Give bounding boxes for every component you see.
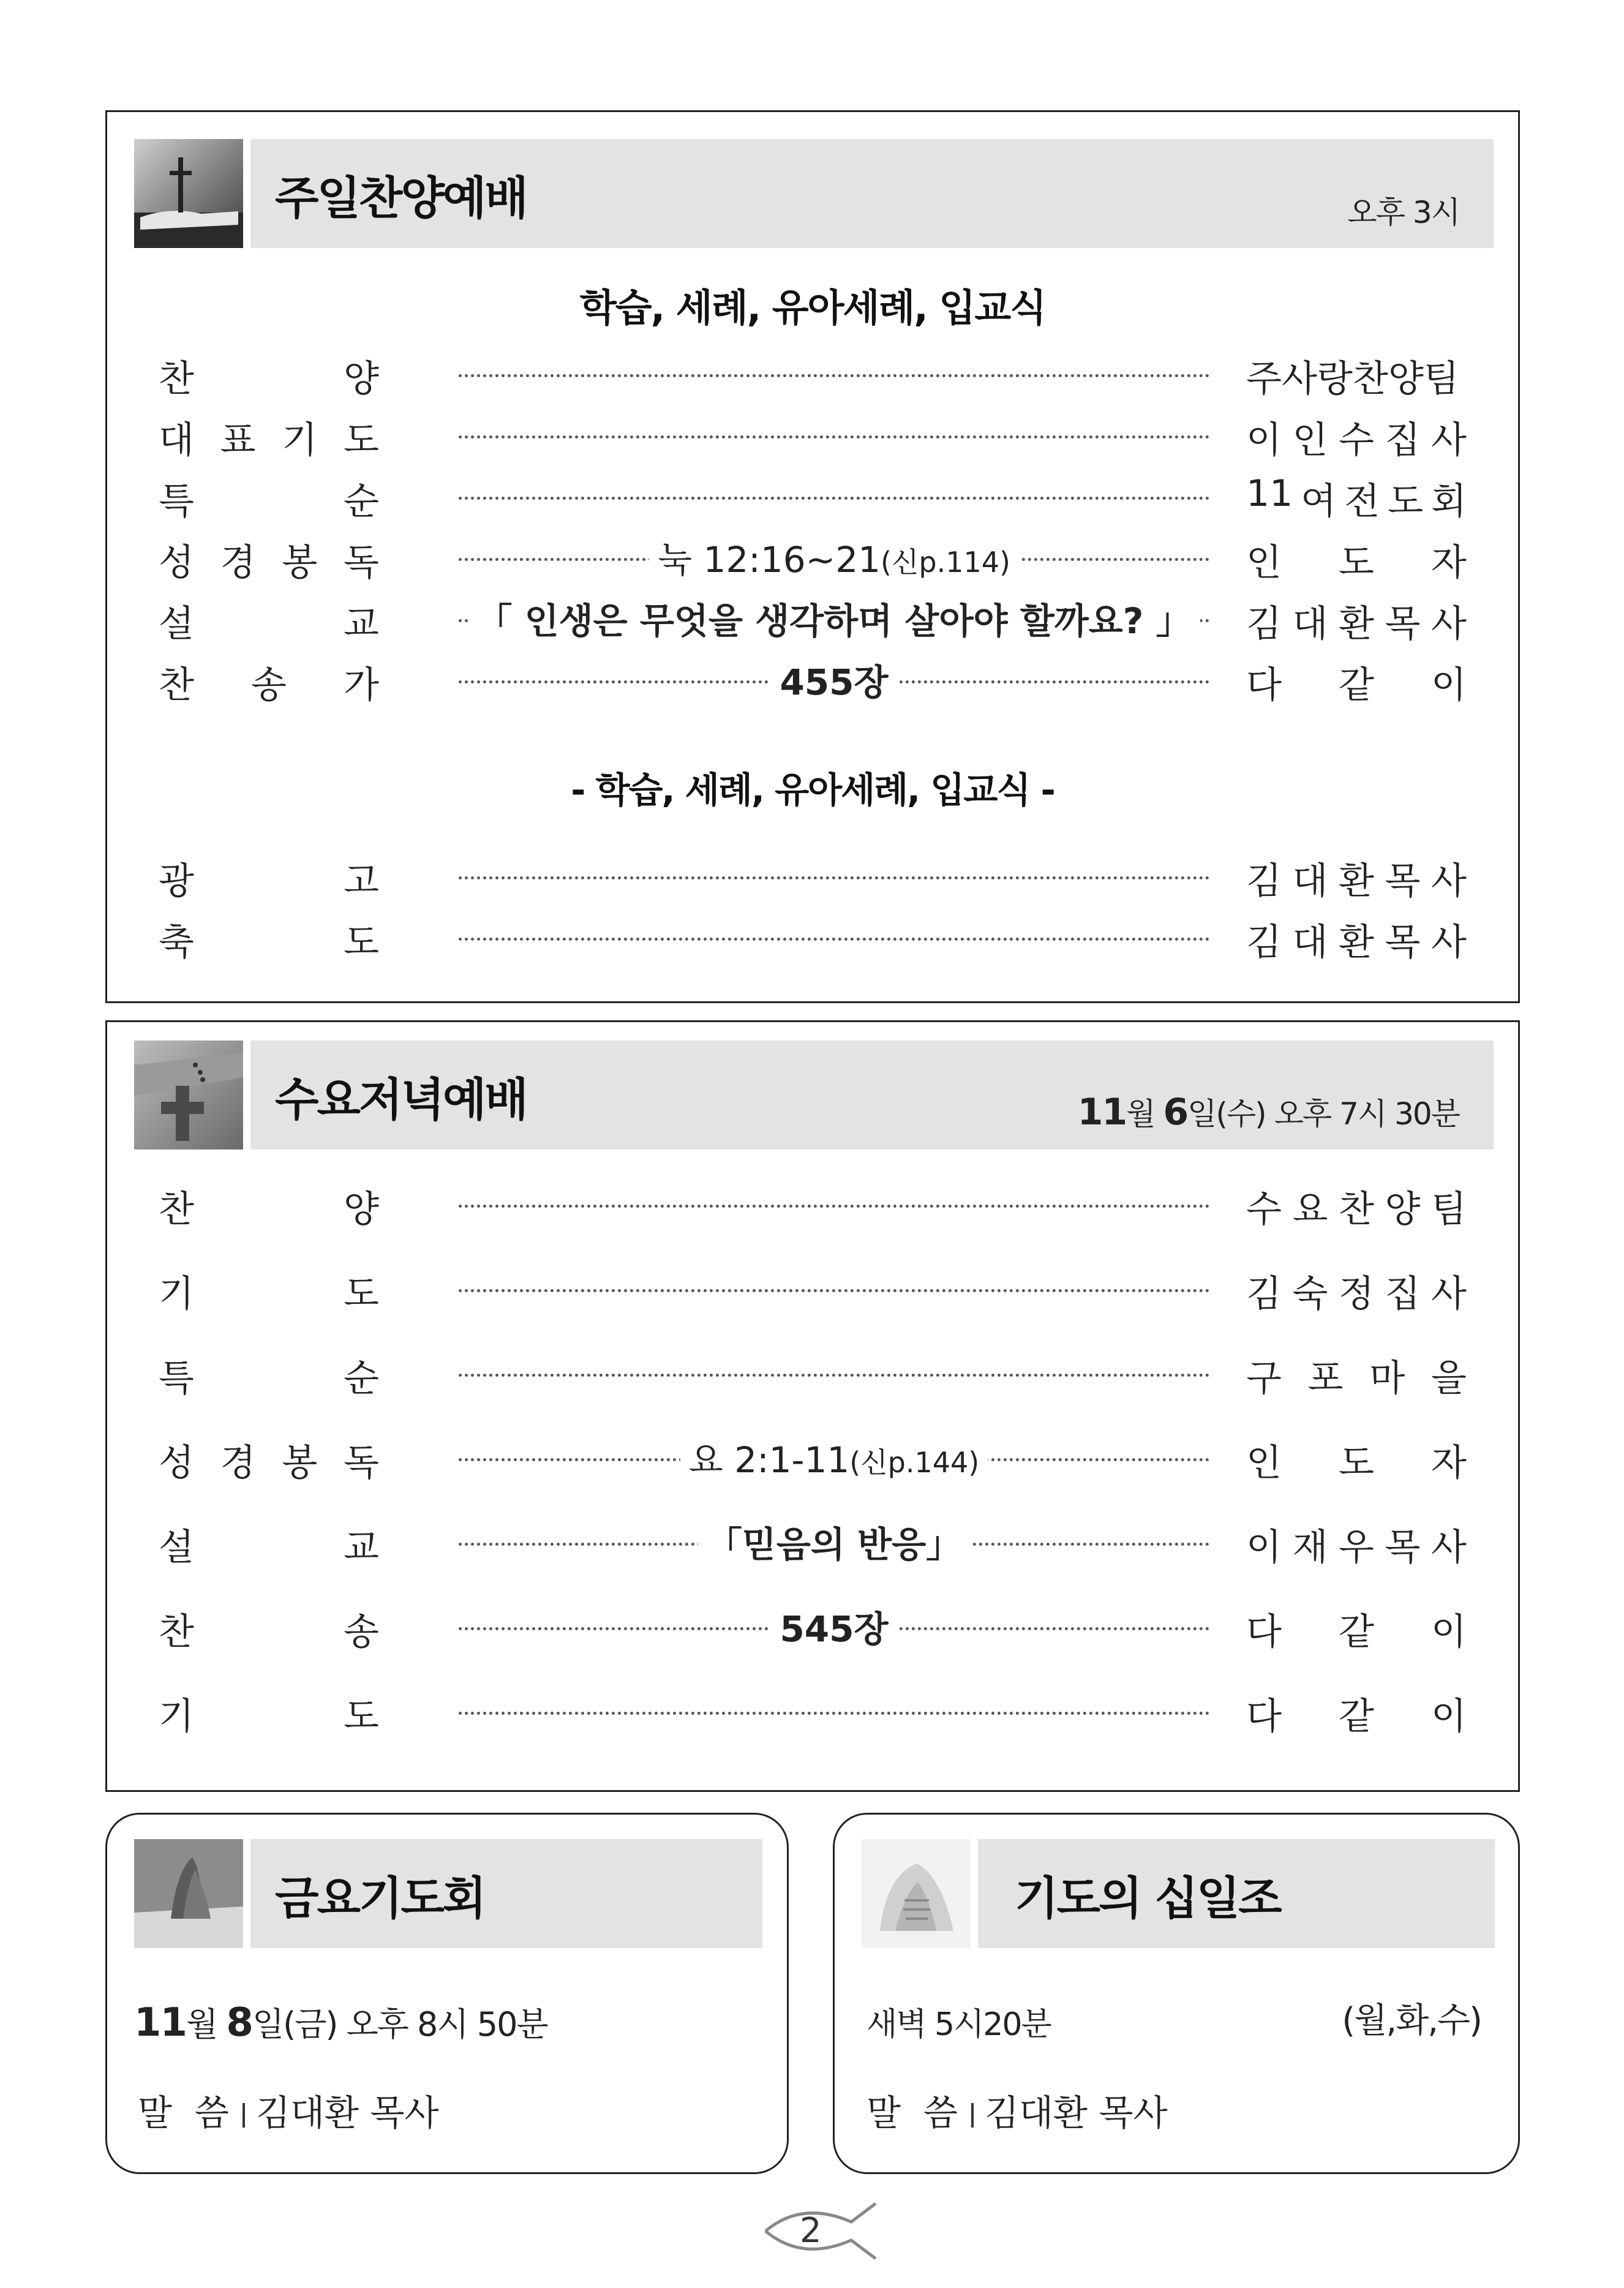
program-person-char: 이	[1246, 1526, 1282, 1569]
program-label-char: 송	[344, 1611, 379, 1654]
program-label-char: 찬	[159, 358, 194, 401]
divider	[242, 2103, 245, 2128]
program-label-char: 봉	[282, 541, 318, 584]
program-label-char: 성	[159, 1442, 194, 1485]
program-label-char: 경	[220, 541, 256, 584]
program-person	[1246, 1265, 1467, 1317]
program-person	[1246, 1687, 1467, 1740]
program-person	[1246, 1349, 1467, 1402]
dotted-leader	[459, 435, 1209, 438]
program-label-char: 특	[159, 480, 194, 523]
program-person-char: 자	[1431, 1442, 1467, 1485]
program-label-char: 도	[344, 419, 379, 462]
tithe-days: (월,화,수)	[1342, 2001, 1481, 2041]
program-person	[1246, 656, 1467, 709]
program-label-char: 축	[159, 921, 194, 964]
tithe-time: 새벽 5시20분	[867, 2006, 1051, 2043]
wednesday-header	[134, 1041, 1494, 1150]
program-row	[159, 1260, 1467, 1315]
program-person-char: 환	[1339, 603, 1374, 645]
program-label-char: 가	[344, 664, 379, 707]
program-label-char: 양	[344, 1188, 379, 1231]
program-person-char: 다	[1246, 1611, 1282, 1654]
program-label-char: 특	[159, 1357, 194, 1400]
program-person-char: 사	[1431, 860, 1467, 903]
program-label-char: 도	[344, 1695, 379, 1738]
program-label	[159, 1349, 379, 1402]
program-detail-text	[680, 1439, 988, 1481]
friday-speaker-label: 말 씀	[138, 2092, 229, 2134]
program-person-char: 김	[1246, 921, 1282, 964]
program-row	[159, 651, 1467, 706]
program-person-char: 이	[1431, 664, 1467, 707]
program-person-char: 이	[1431, 1695, 1467, 1738]
friday-month-unit: 월	[186, 2005, 227, 2044]
program-person-char: 같	[1339, 664, 1374, 707]
program-person	[1246, 533, 1467, 586]
program-person-char: 다	[1246, 1695, 1282, 1738]
friday-title: 금요기도회	[275, 1872, 485, 1925]
program-person-char: 목	[1385, 603, 1421, 645]
program-person-char: 정	[1339, 1273, 1374, 1315]
program-label-char: 교	[344, 1526, 379, 1569]
wednesday-day: 6	[1163, 1091, 1188, 1134]
tithe-title: 기도의 십일조	[1015, 1872, 1280, 1925]
program-row	[159, 847, 1467, 902]
program-person-char: 김	[1246, 1273, 1282, 1315]
program-person-char: 우	[1339, 1526, 1374, 1569]
program-person	[1246, 595, 1467, 647]
page-number-text: 2	[800, 2211, 822, 2251]
program-person	[1246, 350, 1467, 402]
program-row	[159, 1682, 1467, 1737]
program-person-char: 자	[1431, 541, 1467, 584]
program-row	[159, 1429, 1467, 1484]
program-person-char: 마	[1369, 1357, 1405, 1400]
friday-prayer-box	[105, 1813, 789, 2174]
program-label-char: 독	[344, 1442, 379, 1485]
scripture-reference: 요 2:1-11	[688, 1439, 850, 1481]
friday-header-bar	[250, 1839, 762, 1948]
program-label-char: 도	[344, 921, 379, 964]
program-detail-text	[649, 539, 1019, 581]
program-label-char: 찬	[159, 664, 194, 707]
program-detail	[459, 1516, 1209, 1567]
program-person-char: 대	[1292, 603, 1328, 645]
tithe-header-bar	[978, 1839, 1495, 1948]
friday-speaker-name: 김대환 목사	[255, 2092, 439, 2134]
program-person-char: 다	[1246, 664, 1282, 707]
program-person	[1246, 1603, 1467, 1655]
dotted-leader	[459, 1712, 1209, 1715]
program-person-char: 숙	[1292, 1273, 1328, 1315]
program-label-char: 기	[159, 1273, 194, 1315]
program-label-char: 성	[159, 541, 194, 584]
program-detail-text: 「 인생은 무엇을 생각하며 살아야 할까요? 」	[468, 600, 1200, 642]
program-person	[1246, 411, 1467, 464]
program-label-char: 양	[344, 358, 379, 401]
program-label	[159, 533, 379, 586]
scripture-page: (신p.114)	[881, 546, 1010, 579]
program-label-char: 순	[344, 480, 379, 523]
scripture-page: (신p.144)	[849, 1446, 980, 1479]
program-label	[159, 1180, 379, 1233]
program-label	[159, 913, 379, 966]
sunday-service-box	[105, 110, 1520, 1003]
program-row	[159, 529, 1467, 584]
tithe-speaker	[867, 2084, 1168, 2136]
program-person-char: 이	[1246, 419, 1282, 462]
program-label	[159, 1518, 379, 1571]
program-label-char: 찬	[159, 1611, 194, 1654]
program-label	[159, 595, 379, 647]
program-person	[1246, 1180, 1467, 1233]
program-label	[159, 1603, 379, 1655]
program-label	[159, 1687, 379, 1740]
program-person-char: 사	[1431, 603, 1467, 645]
rosary-cross-image	[134, 1041, 243, 1150]
program-row	[159, 345, 1467, 400]
wednesday-header-bar	[250, 1041, 1494, 1150]
program-person-char: 을	[1431, 1357, 1467, 1400]
program-person-char: 도	[1339, 541, 1374, 584]
friday-header	[134, 1839, 762, 1948]
friday-day: 8	[226, 2000, 252, 2045]
program-detail	[459, 531, 1209, 582]
program-person-char: 양	[1385, 1188, 1421, 1231]
program-person	[1246, 1518, 1467, 1571]
program-label-char: 송	[251, 664, 287, 707]
friday-time-rest: 일(금) 오후 8시 50분	[252, 2005, 547, 2044]
wednesday-time	[1078, 1089, 1459, 1134]
wednesday-title: 수요저녁예배	[275, 1074, 527, 1126]
wednesday-service-box	[105, 1020, 1520, 1792]
cross-bible-image	[134, 139, 243, 248]
tithe-header	[862, 1839, 1495, 1948]
scripture-reference: 눅 12:16~21	[658, 539, 881, 581]
program-label-char: 순	[344, 1357, 379, 1400]
program-person	[1246, 913, 1467, 966]
program-row	[159, 590, 1467, 645]
program-person-char: 같	[1339, 1695, 1374, 1738]
divider	[971, 2103, 974, 2128]
page-number	[759, 2197, 882, 2265]
program-person-char: 같	[1339, 1611, 1374, 1654]
dotted-leader	[459, 938, 1209, 941]
program-person-char: 목	[1385, 1526, 1421, 1569]
wednesday-month: 11	[1077, 1091, 1127, 1134]
program-person-char: 김	[1246, 860, 1282, 903]
dotted-leader	[459, 497, 1209, 500]
program-person-char: 회	[1431, 480, 1467, 523]
sunday-time: 오후 3시	[1347, 195, 1459, 230]
program-row	[159, 1344, 1467, 1399]
program-person-char: 집	[1385, 419, 1421, 462]
program-person	[1246, 1434, 1467, 1486]
program-label-char: 교	[344, 603, 379, 645]
program-person-char: 이	[1431, 1611, 1467, 1654]
program-person-char: 김	[1246, 603, 1282, 645]
program-person-char: 사	[1431, 1526, 1467, 1569]
program-label-char: 대	[159, 419, 194, 462]
program-detail	[459, 1600, 1209, 1652]
program-person-char: 환	[1339, 860, 1374, 903]
program-detail	[459, 592, 1209, 644]
program-label	[159, 1434, 379, 1486]
program-person-char: 도	[1339, 1442, 1374, 1485]
program-person-char: 수	[1339, 419, 1374, 462]
program-person-char: 인	[1246, 541, 1282, 584]
wednesday-time-rest: 일(수) 오후 7시 30분	[1187, 1096, 1459, 1132]
program-label	[159, 852, 379, 905]
program-person-char: 수	[1246, 1188, 1282, 1231]
program-person-char: 구	[1246, 1357, 1282, 1400]
program-label-char: 표	[220, 419, 256, 462]
program-person-char: 도	[1388, 480, 1424, 523]
program-person-char: 인	[1292, 419, 1328, 462]
program-label-char: 봉	[282, 1442, 318, 1485]
program-person-char: 포	[1307, 1357, 1344, 1400]
friday-time	[134, 1998, 547, 2045]
folded-hands-image	[862, 1839, 971, 1948]
program-label-char: 설	[159, 1526, 194, 1569]
program-person-char: 집	[1385, 1273, 1421, 1315]
program-person-char: 11	[1246, 472, 1293, 515]
tithe-speaker-label: 말 씀	[867, 2092, 958, 2134]
program-row	[159, 467, 1467, 522]
program-person-char: 사	[1431, 419, 1467, 462]
program-person-char: 찬	[1339, 1188, 1374, 1231]
program-row	[159, 908, 1467, 963]
program-row	[159, 1175, 1467, 1230]
program-label-char: 기	[159, 1695, 194, 1738]
program-person-char: 사	[1431, 1273, 1467, 1315]
program-label-char: 기	[282, 419, 318, 462]
program-label-char: 독	[344, 541, 379, 584]
sunday-header	[134, 139, 1494, 248]
friday-month: 11	[134, 2000, 187, 2045]
program-label	[159, 472, 379, 525]
program-person-char: 목	[1385, 921, 1421, 964]
program-person-char: 목	[1385, 860, 1421, 903]
dotted-leader	[459, 374, 1209, 377]
tithe-speaker-name: 김대환 목사	[984, 2092, 1168, 2134]
program-person-char: 주사랑찬양팀	[1246, 358, 1459, 401]
program-person-char: 인	[1246, 1442, 1282, 1485]
program-person-char: 팀	[1431, 1188, 1467, 1231]
sunday-sub-theme: - 학습, 세례, 유아세례, 입교식 -	[571, 769, 1054, 811]
program-person-char: 전	[1344, 480, 1380, 523]
dotted-leader	[459, 1205, 1209, 1208]
program-label	[159, 1265, 379, 1317]
program-detail	[459, 1431, 1209, 1483]
dotted-leader	[459, 876, 1209, 879]
tithe-prayer-box	[833, 1813, 1520, 2174]
program-person-char: 대	[1292, 860, 1328, 903]
program-label-char: 도	[344, 1273, 379, 1315]
dotted-leader	[459, 1289, 1209, 1292]
program-person-char: 대	[1292, 921, 1328, 964]
program-label	[159, 411, 379, 464]
program-label	[159, 656, 379, 709]
program-label-char: 경	[220, 1442, 256, 1485]
program-row	[159, 406, 1467, 461]
dotted-leader	[459, 1374, 1209, 1377]
program-label	[159, 350, 379, 402]
program-person-char: 여	[1301, 480, 1337, 523]
program-label-char: 고	[344, 860, 379, 903]
program-row	[159, 1598, 1467, 1653]
program-detail-text: 455장	[771, 661, 897, 703]
program-label-char: 광	[159, 860, 194, 903]
program-person-char: 재	[1292, 1526, 1328, 1569]
program-label-char: 설	[159, 603, 194, 645]
program-row	[159, 1513, 1467, 1568]
sunday-title: 주일찬양예배	[275, 172, 527, 225]
sunday-theme: 학습, 세례, 유아세례, 입교식	[579, 285, 1046, 330]
wednesday-month-unit: 월	[1126, 1096, 1155, 1132]
program-person-char: 사	[1431, 921, 1467, 964]
program-detail-text: 「믿음의 반응」	[698, 1524, 970, 1565]
friday-speaker	[138, 2084, 439, 2136]
program-person-char: 환	[1339, 921, 1374, 964]
praying-hands-image	[134, 1839, 243, 1948]
program-person	[1246, 472, 1467, 525]
sunday-header-bar	[250, 139, 1494, 248]
program-person	[1246, 852, 1467, 905]
program-detail	[459, 653, 1209, 705]
program-label-char: 찬	[159, 1188, 194, 1231]
program-detail-text: 545장	[771, 1608, 897, 1650]
program-person-char: 요	[1292, 1188, 1328, 1231]
